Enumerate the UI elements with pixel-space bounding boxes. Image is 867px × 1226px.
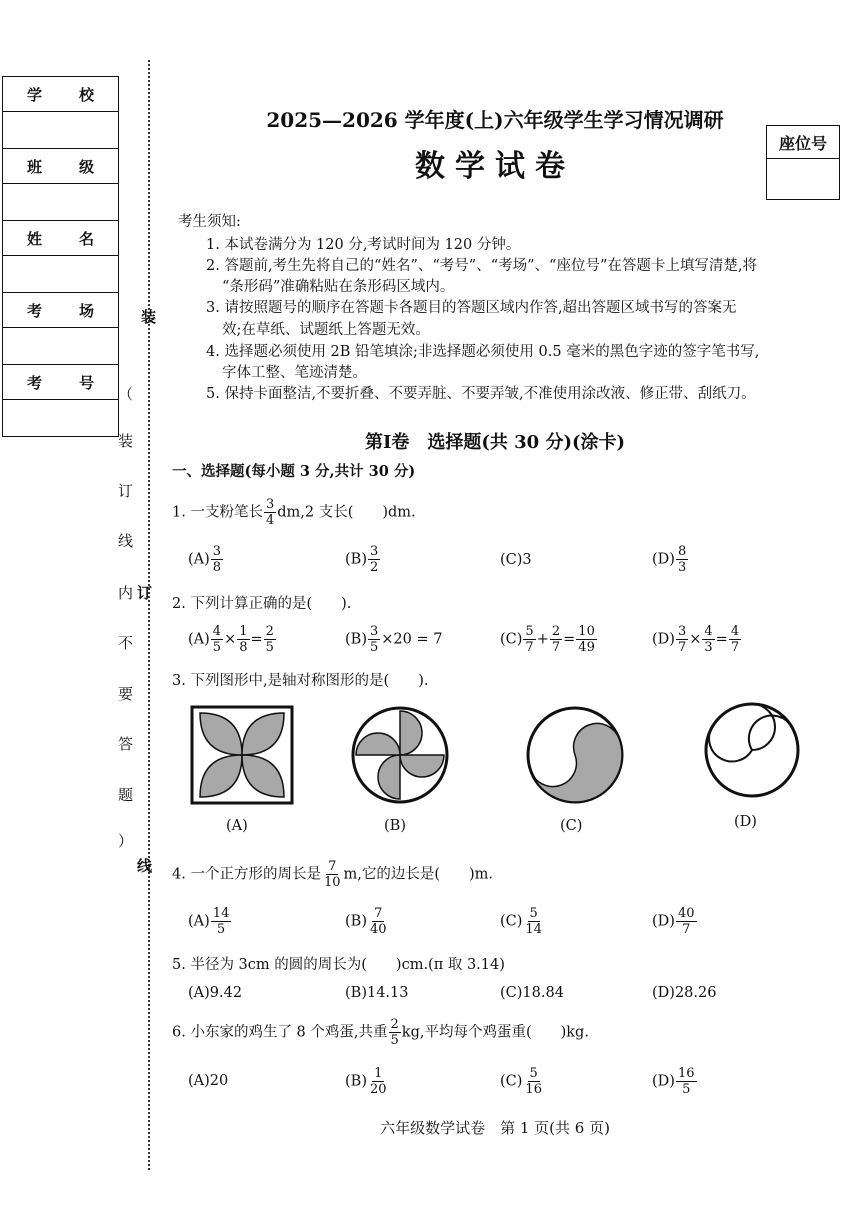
fraction bbox=[550, 624, 562, 655]
fraction bbox=[211, 544, 223, 575]
q6-text: 6. 小东家的鸡生了 8 个鸡蛋,共重 bbox=[172, 1024, 388, 1041]
fraction bbox=[729, 624, 741, 655]
school-field[interactable] bbox=[3, 112, 118, 149]
fraction-num: 1 bbox=[374, 1066, 383, 1081]
fraction bbox=[523, 624, 535, 655]
q1-option-c[interactable]: (C)3 bbox=[500, 552, 532, 568]
fraction bbox=[211, 624, 223, 655]
fraction bbox=[264, 497, 276, 528]
binding-char: 答 bbox=[118, 735, 134, 753]
operator: = bbox=[563, 631, 576, 648]
fraction-den: 3 bbox=[704, 640, 713, 655]
fraction-den: 10 bbox=[323, 875, 341, 890]
notice-heading: 考生须知: bbox=[178, 214, 241, 230]
fraction-num: 4 bbox=[704, 624, 713, 639]
fraction bbox=[264, 624, 276, 655]
fraction bbox=[523, 906, 544, 937]
room-label bbox=[3, 293, 118, 328]
fraction-den: 20 bbox=[369, 1082, 387, 1097]
figure-a[interactable] bbox=[190, 705, 294, 805]
number-char-1: 考 bbox=[27, 373, 43, 392]
fraction-num: 3 bbox=[677, 624, 687, 639]
number-field[interactable] bbox=[3, 400, 118, 436]
fraction-num: 2 bbox=[265, 624, 274, 639]
fraction bbox=[368, 624, 380, 655]
fraction-den: 7 bbox=[525, 640, 534, 655]
fraction-den: 49 bbox=[578, 640, 595, 655]
q4-option-b[interactable] bbox=[345, 906, 390, 937]
option-letter: (C) bbox=[500, 1073, 523, 1090]
option-letter: (A) bbox=[188, 551, 210, 568]
fraction-num: 14 bbox=[212, 906, 230, 921]
fraction-num: 10 bbox=[578, 624, 595, 639]
q5-option-a[interactable]: (A)9.42 bbox=[188, 985, 243, 1001]
option-letter: (D) bbox=[652, 913, 675, 930]
notice-item: 效;在草纸、试题纸上答题无效。 bbox=[222, 322, 430, 338]
figure-c[interactable] bbox=[525, 705, 625, 805]
school-char-1: 学 bbox=[27, 85, 43, 104]
fraction bbox=[322, 859, 343, 890]
figure-a-label: (A) bbox=[226, 818, 248, 834]
name-field[interactable] bbox=[3, 256, 118, 293]
fraction-num: 3 bbox=[369, 624, 379, 639]
q6-option-d[interactable] bbox=[652, 1066, 698, 1097]
q1-option-d[interactable] bbox=[652, 544, 689, 575]
q4-text: 4. 一个正方形的周长是 bbox=[172, 866, 321, 883]
notice-item: “条形码”准确粘贴在条形码区域内。 bbox=[222, 279, 455, 295]
part-heading: 一、选择题(每小题 3 分,共计 30 分) bbox=[172, 463, 416, 480]
q5-option-b[interactable]: (B)14.13 bbox=[345, 985, 409, 1001]
room-field[interactable] bbox=[3, 328, 118, 365]
fraction-den: 14 bbox=[525, 922, 542, 937]
fraction-num: 16 bbox=[677, 1066, 695, 1081]
q6-option-a[interactable]: (A)20 bbox=[188, 1073, 229, 1089]
fraction-den: 2 bbox=[369, 560, 379, 575]
expression: ×20 = 7 bbox=[381, 631, 443, 648]
school-char-2: 校 bbox=[78, 85, 94, 104]
figure-b-label: (B) bbox=[384, 818, 406, 834]
fraction-num: 8 bbox=[677, 544, 687, 559]
fraction-num: 3 bbox=[212, 544, 222, 559]
fraction-num: 3 bbox=[265, 497, 275, 512]
fraction bbox=[702, 624, 714, 655]
option-letter: (C) bbox=[500, 913, 523, 930]
q4-option-d[interactable] bbox=[652, 906, 698, 937]
fraction-den: 5 bbox=[216, 922, 226, 937]
q2-option-d[interactable] bbox=[652, 624, 742, 655]
fraction-num: 7 bbox=[328, 859, 337, 874]
option-letter: (D) bbox=[652, 551, 675, 568]
number-label bbox=[3, 365, 118, 400]
binding-dotted-line bbox=[148, 60, 150, 1170]
q4-option-a[interactable] bbox=[188, 906, 232, 937]
fraction bbox=[676, 906, 697, 937]
q1-option-a[interactable] bbox=[188, 544, 224, 575]
fraction bbox=[676, 544, 688, 575]
fraction-den: 3 bbox=[677, 560, 687, 575]
fraction-den: 7 bbox=[682, 922, 691, 937]
fraction-den: 4 bbox=[265, 513, 275, 528]
q1-text: 1. 一支粉笔长 bbox=[172, 504, 263, 521]
question-4 bbox=[172, 859, 493, 890]
q4-text: m,它的边长是( )m. bbox=[343, 866, 494, 883]
operator: = bbox=[715, 631, 728, 648]
name-label bbox=[3, 221, 118, 256]
figure-b[interactable] bbox=[350, 705, 450, 805]
binding-char: 订 bbox=[137, 584, 153, 602]
fraction-den: 5 bbox=[682, 1082, 691, 1097]
fraction-den: 7 bbox=[677, 640, 687, 655]
section-title: 第Ⅰ卷 选择题(共 30 分)(涂卡) bbox=[364, 432, 626, 453]
fraction bbox=[389, 1017, 401, 1048]
q5-option-d[interactable]: (D)28.26 bbox=[652, 985, 717, 1001]
option-letter: (C) bbox=[500, 631, 523, 648]
fraction bbox=[576, 624, 597, 655]
q2-option-a[interactable] bbox=[188, 624, 277, 655]
fraction bbox=[523, 1066, 544, 1097]
fraction-den: 7 bbox=[730, 640, 740, 655]
fraction-num: 2 bbox=[551, 624, 561, 639]
notice-item: 1. 本试卷满分为 120 分,考试时间为 120 分钟。 bbox=[206, 237, 521, 253]
fraction-num: 2 bbox=[390, 1017, 399, 1032]
seat-label: 座位号 bbox=[767, 126, 839, 159]
q4-option-c[interactable] bbox=[500, 906, 545, 937]
fraction-den: 5 bbox=[212, 640, 222, 655]
option-letter: (B) bbox=[345, 1073, 367, 1090]
class-label bbox=[3, 149, 118, 184]
class-char-2: 级 bbox=[78, 157, 94, 176]
fraction bbox=[368, 1066, 389, 1097]
fraction-den: 8 bbox=[212, 560, 222, 575]
notice-item: 4. 选择题必须使用 2B 铅笔填涂;非选择题必须使用 0.5 毫米的黑色字迹的签字笔书写, bbox=[206, 344, 760, 360]
fraction bbox=[211, 906, 232, 937]
fraction-den: 40 bbox=[369, 922, 387, 937]
room-char-1: 考 bbox=[27, 301, 43, 320]
binding-char: 线 bbox=[137, 857, 153, 875]
operator: + bbox=[536, 631, 549, 648]
q6-text: kg,平均每个鸡蛋重( )kg. bbox=[401, 1024, 589, 1041]
notice-item: 字体工整、笔迹清楚。 bbox=[222, 365, 367, 381]
operator: × bbox=[689, 631, 702, 648]
binding-char: 要 bbox=[118, 685, 134, 703]
operator: × bbox=[224, 631, 237, 648]
binding-char: 装 bbox=[141, 308, 157, 326]
operator: = bbox=[250, 631, 263, 648]
fraction-num: 40 bbox=[677, 906, 695, 921]
number-char-2: 号 bbox=[78, 373, 94, 392]
notice-item: 3. 请按照题号的顺序在答题卡各题目的答题区域内作答,超出答题区域书写的答案无 bbox=[206, 300, 737, 316]
page-footer: 六年级数学试卷 第 1 页(共 6 页) bbox=[380, 1119, 610, 1137]
figure-d-label: (D) bbox=[734, 814, 757, 830]
binding-char: （ bbox=[118, 385, 134, 403]
fraction-den: 5 bbox=[390, 1033, 399, 1048]
question-1 bbox=[172, 497, 416, 528]
fraction bbox=[368, 544, 380, 575]
q2-option-b[interactable] bbox=[345, 624, 442, 655]
fraction bbox=[368, 906, 389, 937]
option-letter: (B) bbox=[345, 631, 367, 648]
option-letter: (B) bbox=[345, 913, 367, 930]
notice-item: 5. 保持卡面整洁,不要折叠、不要弄脏、不要弄皱,不准使用涂改液、修正带、刮纸刀。 bbox=[206, 386, 756, 402]
q5-option-c[interactable]: (C)18.84 bbox=[500, 985, 564, 1001]
binding-char: 线 bbox=[118, 532, 134, 550]
exam-title: 2025—2026 学年度(上)六年级学生学习情况调研 bbox=[266, 108, 724, 132]
fraction-den: 8 bbox=[239, 640, 248, 655]
q2-option-c[interactable] bbox=[500, 624, 598, 655]
fraction-num: 5 bbox=[529, 906, 538, 921]
class-field[interactable] bbox=[3, 184, 118, 221]
q6-option-b[interactable] bbox=[345, 1066, 390, 1097]
question-6 bbox=[172, 1017, 589, 1048]
binding-char: ） bbox=[118, 832, 134, 850]
figure-d[interactable] bbox=[702, 700, 802, 800]
fraction-num: 1 bbox=[239, 624, 248, 639]
school-label bbox=[3, 77, 118, 112]
q1-text: dm,2 支长( )dm. bbox=[277, 504, 416, 521]
fraction-num: 5 bbox=[529, 1066, 538, 1081]
name-char-2: 名 bbox=[78, 229, 94, 248]
name-char-1: 姓 bbox=[27, 229, 43, 248]
fraction bbox=[676, 624, 688, 655]
question-5: 5. 半径为 3cm 的圆的周长为( )cm.(π 取 3.14) bbox=[172, 957, 505, 973]
fraction-den: 5 bbox=[369, 640, 379, 655]
fraction bbox=[676, 1066, 697, 1097]
option-letter: (B) bbox=[345, 551, 367, 568]
fraction-num: 7 bbox=[374, 906, 383, 921]
q6-option-c[interactable] bbox=[500, 1066, 545, 1097]
question-2: 2. 下列计算正确的是( ). bbox=[172, 596, 352, 612]
fraction-num: 4 bbox=[730, 624, 740, 639]
binding-char: 内 bbox=[118, 584, 134, 602]
room-char-2: 场 bbox=[78, 301, 94, 320]
fraction bbox=[237, 624, 249, 655]
subject-title: 数学试卷 bbox=[415, 149, 575, 184]
q1-option-b[interactable] bbox=[345, 544, 381, 575]
question-3: 3. 下列图形中,是轴对称图形的是( ). bbox=[172, 673, 429, 689]
option-letter: (D) bbox=[652, 631, 675, 648]
option-letter: (D) bbox=[652, 1073, 675, 1090]
fraction-den: 16 bbox=[525, 1082, 542, 1097]
notice-item: 2. 答题前,考生先将自己的“姓名”、“考号”、“考场”、“座位号”在答题卡上填写清楚,将 bbox=[206, 258, 757, 274]
binding-char: 订 bbox=[118, 482, 134, 500]
binding-char: 装 bbox=[118, 432, 134, 450]
class-char-1: 班 bbox=[27, 157, 43, 176]
option-letter: (A) bbox=[188, 913, 210, 930]
fraction-num: 3 bbox=[369, 544, 379, 559]
student-info-table bbox=[2, 76, 119, 437]
binding-char: 不 bbox=[118, 634, 134, 652]
figure-c-label: (C) bbox=[560, 818, 583, 834]
fraction-num: 4 bbox=[212, 624, 222, 639]
fraction-num: 5 bbox=[525, 624, 534, 639]
fraction-den: 5 bbox=[265, 640, 274, 655]
binding-char: 题 bbox=[118, 786, 134, 804]
fraction-den: 7 bbox=[551, 640, 561, 655]
option-letter: (A) bbox=[188, 631, 210, 648]
